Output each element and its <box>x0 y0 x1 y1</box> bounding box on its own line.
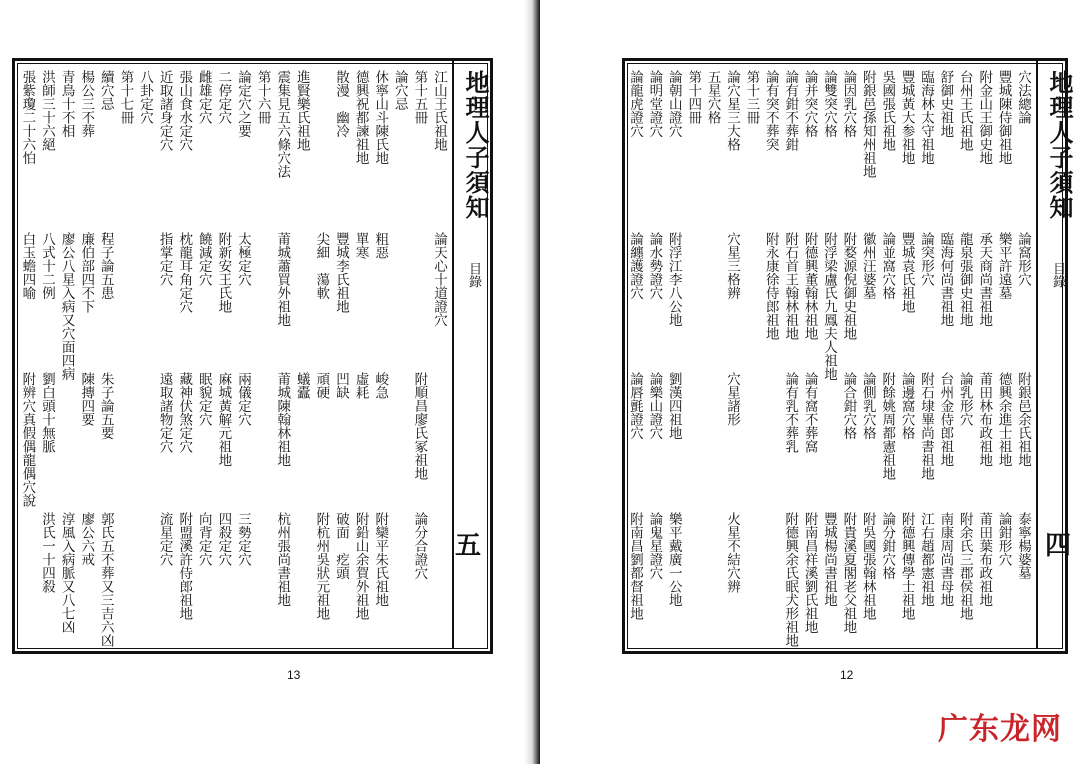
toc-entry: 饒減定穴 <box>195 232 212 286</box>
toc-entry: 楊公三不葬 <box>78 70 95 138</box>
right-page-number: 12 <box>840 668 854 682</box>
toc-entry: 淳風入病脈又八七凶 <box>58 512 75 634</box>
toc-entry: 眠貌定穴 <box>195 372 212 426</box>
toc-entry: 論唇氈證穴 <box>627 372 643 440</box>
toc-entry: 豐城楊尚書祖地 <box>821 512 837 607</box>
toc-entry: 散漫 幽冷 <box>333 70 349 138</box>
toc-entry: 論有鉗不葬鉗 <box>782 70 799 151</box>
toc-entry: 徽州汪婆墓 <box>859 232 876 300</box>
toc-entry: 附婺源倪御史祖地 <box>840 232 857 340</box>
toc-entry: 論雙突穴格 <box>821 70 837 138</box>
toc-entry: 第十六冊 <box>254 70 271 124</box>
toc-entry: 論并突穴格 <box>801 70 818 138</box>
toc-entry: 張山食水定穴 <box>176 70 193 151</box>
toc-entry: 論分合證穴 <box>411 512 428 580</box>
toc-entry: 論明堂證穴 <box>646 70 663 138</box>
toc-entry: 附貴溪夏閣老父祖地 <box>840 512 857 634</box>
toc-entry: 論鬼星證穴 <box>646 512 663 580</box>
toc-entry: 附銀邑孫知州祖地 <box>859 70 876 178</box>
toc-entry: 洪氏一十四殺 <box>39 512 55 593</box>
toc-entry: 附浮梁盧氏九鳳夫人祖地 <box>821 232 837 381</box>
toc-entry: 進賢樂氏祖地 <box>293 70 310 151</box>
toc-entry: 向背定穴 <box>195 512 212 566</box>
left-running-title: 地理人子須知 <box>461 70 490 220</box>
toc-entry: 虛耗 <box>352 372 369 399</box>
right-title-strip-border <box>1036 58 1038 648</box>
toc-entry: 第十五冊 <box>411 70 428 124</box>
toc-entry: 豐城陳侍御祖地 <box>995 70 1012 165</box>
toc-entry: 論龍虎證穴 <box>627 70 643 138</box>
toc-entry: 莆田林布政祖地 <box>976 372 993 467</box>
toc-entry: 龍泉張御史祖地 <box>956 232 973 327</box>
toc-entry: 附鉛山余賀外祖地 <box>352 512 369 620</box>
toc-entry: 南康周尚書母地 <box>937 512 954 607</box>
toc-entry: 青鳥十不相 <box>58 70 75 138</box>
toc-entry: 論突形穴 <box>918 232 934 286</box>
toc-entry: 附浮江李八公地 <box>665 232 682 327</box>
toc-entry: 臨海林太守祖地 <box>918 70 934 165</box>
toc-entry: 粗惡 <box>372 232 389 259</box>
toc-entry: 第十四冊 <box>685 70 702 124</box>
toc-entry: 江右趙都憲祖地 <box>918 512 934 607</box>
toc-entry: 麻城黃解元祖地 <box>215 372 232 467</box>
toc-entry: 論穴忌 <box>391 70 408 111</box>
right-page <box>540 0 1080 764</box>
toc-entry: 指掌定穴 <box>156 232 173 286</box>
toc-entry: 附餘姚周都憲祖地 <box>879 372 896 480</box>
toc-entry: 破面 疙頭 <box>333 512 349 580</box>
toc-entry: 附辨穴真假偶龍偶穴說 <box>19 372 36 507</box>
toc-entry: 流星定穴 <box>156 512 173 566</box>
toc-entry: 第十七冊 <box>117 70 134 124</box>
toc-entry: 附德興董翰林祖地 <box>801 232 818 340</box>
toc-entry: 莆田葉布政祖地 <box>976 512 993 607</box>
toc-entry: 江山王氏祖地 <box>431 70 447 151</box>
toc-entry: 白玉蟾四喻 <box>19 232 36 300</box>
toc-entry: 朱子論五要 <box>97 372 114 440</box>
toc-entry: 承天商尚書祖地 <box>976 232 993 327</box>
toc-entry: 附南昌祥溪劉氏祖地 <box>801 512 818 634</box>
toc-entry: 兩儀定穴 <box>235 372 251 426</box>
toc-entry: 雌雄定穴 <box>195 70 212 124</box>
toc-entry: 舒御史祖地 <box>937 70 954 138</box>
toc-entry: 論因乳穴格 <box>840 70 857 138</box>
toc-entry: 論分鉗穴格 <box>879 512 896 580</box>
toc-entry: 續穴忌 <box>97 70 114 111</box>
toc-entry: 近取諸身定穴 <box>156 70 173 151</box>
toc-entry: 陳摶四要 <box>78 372 95 426</box>
toc-entry: 休寧山斗陳氏地 <box>372 70 389 165</box>
toc-entry: 附南昌劉都督祖地 <box>627 512 643 620</box>
toc-entry: 豐城黃大参祖地 <box>898 70 915 165</box>
toc-entry: 廖公八星入病又穴面四病 <box>58 232 75 381</box>
toc-entry: 附石首王翰林祖地 <box>782 232 799 340</box>
toc-entry: 附余氏三郡侯祖地 <box>956 512 973 620</box>
toc-entry: 論朝山證穴 <box>665 70 682 138</box>
toc-entry: 台州王氏祖地 <box>956 70 973 151</box>
toc-entry: 廖公六戒 <box>78 512 95 566</box>
toc-entry: 莆城蕭買外祖地 <box>274 232 291 327</box>
toc-entry: 藏神伏煞定穴 <box>176 372 193 453</box>
site-watermark: 广东龙网 <box>938 712 1062 747</box>
toc-entry: 附永康徐侍郎祖地 <box>762 232 779 340</box>
toc-entry: 論側乳穴格 <box>859 372 876 440</box>
toc-entry: 豐城袁氏祖地 <box>898 232 915 313</box>
toc-entry: 論乳形穴 <box>956 372 973 426</box>
toc-entry: 穴法總論 <box>1015 70 1031 124</box>
toc-entry: 論鉗形穴 <box>995 512 1012 566</box>
toc-entry: 附欒平朱氏祖地 <box>372 512 389 607</box>
toc-entry: 程子論五患 <box>97 232 114 300</box>
toc-entry: 峻急 <box>372 372 389 399</box>
toc-entry: 論並窩穴格 <box>879 232 896 300</box>
toc-entry: 太極定穴 <box>235 232 251 286</box>
toc-entry: 德興祝都諫祖地 <box>352 70 369 165</box>
toc-entry: 論定穴之要 <box>235 70 251 138</box>
toc-entry: 三勢定穴 <box>235 512 251 566</box>
toc-entry: 附盟溪許侍郎祖地 <box>176 512 193 620</box>
toc-entry: 杭州張尚書祖地 <box>274 512 291 607</box>
toc-entry: 論窩形穴 <box>1015 232 1031 286</box>
toc-entry: 火星不結穴辨 <box>724 512 740 593</box>
toc-entry: 附德興傳學士祖地 <box>898 512 915 620</box>
toc-entry: 震集見五六條穴法 <box>274 70 291 178</box>
toc-entry: 論樂山證穴 <box>646 372 663 440</box>
toc-entry: 穴星諸形 <box>724 372 740 426</box>
toc-entry: 二停定穴 <box>215 70 232 124</box>
toc-entry: 附石埭畢尚書祖地 <box>918 372 934 480</box>
toc-entry: 論水勢證穴 <box>646 232 663 300</box>
toc-entry: 論天心十道證穴 <box>431 232 447 327</box>
toc-entry: 附吳國張翰林祖地 <box>859 512 876 620</box>
toc-entry: 豐城李氏祖地 <box>333 232 349 313</box>
toc-entry: 郭氏五不葬又三吉六凶 <box>97 512 114 647</box>
toc-entry: 劉白頭十無脈 <box>39 372 55 453</box>
toc-entry: 蟻蠹 <box>293 372 310 399</box>
toc-entry: 頑硬 <box>313 372 330 399</box>
right-folio: 四 <box>1045 531 1072 561</box>
toc-entry: 張紫瓊二十六怕 <box>19 70 36 165</box>
toc-entry: 枕龍耳角定穴 <box>176 232 193 313</box>
toc-entry: 樂平許遠墓 <box>995 232 1012 300</box>
toc-entry: 四殺定穴 <box>215 512 232 566</box>
toc-entry: 論纏護證穴 <box>627 232 643 300</box>
toc-entry: 洪師三十六絕 <box>39 70 55 151</box>
toc-entry: 台州金侍郎祖地 <box>937 372 954 467</box>
toc-entry: 論有窩不葬窩 <box>801 372 818 453</box>
toc-entry: 附德興余氏眠犬形祖地 <box>782 512 799 647</box>
toc-entry: 論有突不葬突 <box>762 70 779 151</box>
toc-entry: 德興余進士祖地 <box>995 372 1012 467</box>
left-title-strip-border <box>452 58 454 648</box>
right-section-label: 目錄 <box>1050 262 1065 288</box>
toc-entry: 穴星三格辨 <box>724 232 740 300</box>
toc-entry: 劉漢四祖地 <box>665 372 682 440</box>
toc-entry: 八式十二例 <box>39 232 55 300</box>
toc-entry: 八卦定穴 <box>137 70 153 124</box>
toc-entry: 第十三冊 <box>743 70 760 124</box>
toc-entry: 尖細 蕩軟 <box>313 232 330 300</box>
toc-entry: 莆城陳翰林祖地 <box>274 372 291 467</box>
toc-entry: 附銀邑余氏祖地 <box>1015 372 1031 467</box>
toc-entry: 論邊窩穴格 <box>898 372 915 440</box>
left-page-number: 13 <box>287 668 301 682</box>
toc-entry: 遠取諸物定穴 <box>156 372 173 453</box>
left-folio: 五 <box>455 531 482 561</box>
toc-entry: 論穴星三大格 <box>724 70 740 151</box>
toc-entry: 附金山王御史地 <box>976 70 993 165</box>
right-running-title: 地理人子須知 <box>1045 70 1074 220</box>
toc-entry: 附順昌廖氏冢祖地 <box>411 372 428 480</box>
toc-entry: 吳國張氏祖地 <box>879 70 896 151</box>
toc-entry: 廉伯部四不下 <box>78 232 95 313</box>
toc-entry: 五星穴格 <box>704 70 721 124</box>
toc-entry: 樂平戴廣一公地 <box>665 512 682 607</box>
toc-entry: 單寒 <box>352 232 369 259</box>
toc-entry: 附新安王氏地 <box>215 232 232 313</box>
toc-entry: 凹缺 <box>333 372 349 399</box>
toc-entry: 泰寧楊婆墓 <box>1015 512 1031 580</box>
toc-entry: 附杭州吳狀元祖地 <box>313 512 330 620</box>
left-section-label: 目錄 <box>466 262 481 288</box>
toc-entry: 臨海何尚書祖地 <box>937 232 954 327</box>
toc-entry: 論合鉗穴格 <box>840 372 857 440</box>
toc-entry: 論有乳不葬乳 <box>782 372 799 453</box>
